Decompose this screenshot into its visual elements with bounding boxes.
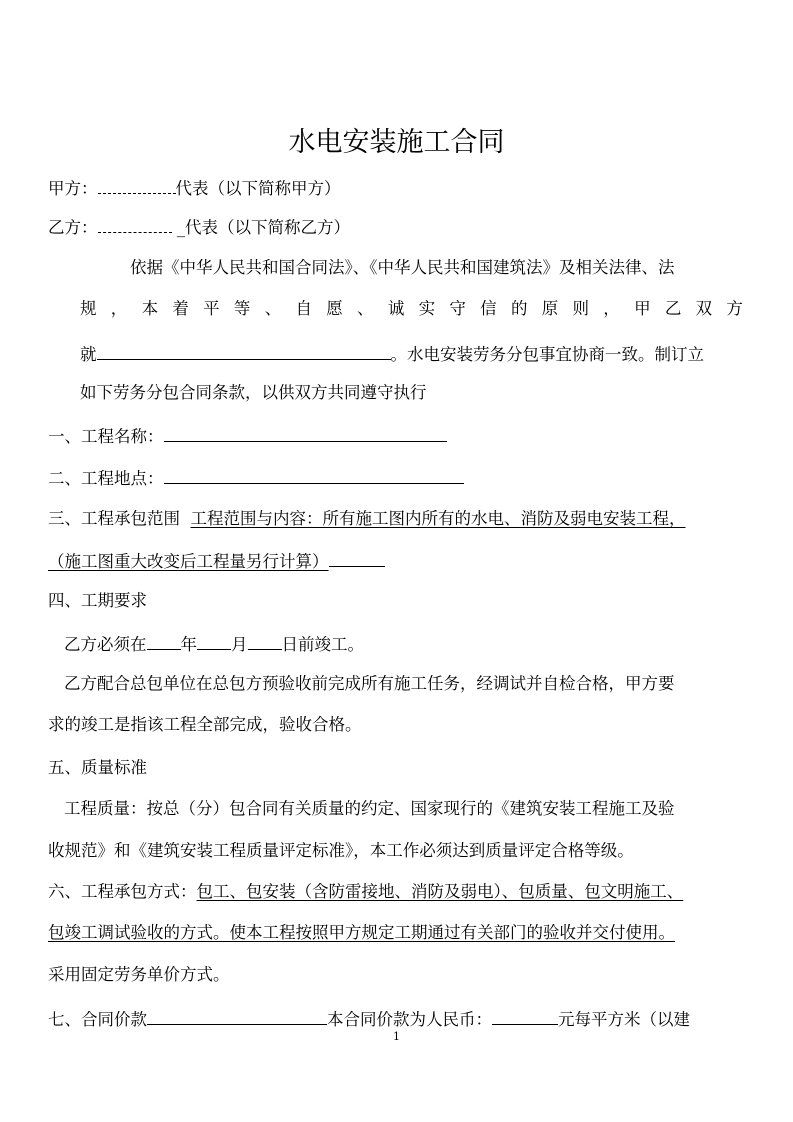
deadline-day-blank [248, 631, 282, 650]
preamble-line-2-char: 、 [357, 299, 374, 318]
party-a-label: 甲方： [48, 179, 98, 198]
preamble-line-2-char: 乙 [664, 299, 682, 318]
contract-price-blank [147, 1006, 327, 1025]
deadline-month-blank [197, 631, 231, 650]
section-3-scope-text: 工程范围与内容：所有施工图内所有的水电、消防及弱电安装工程， [190, 509, 686, 528]
preamble-line-2 [80, 298, 743, 320]
project-name-blank [164, 423, 447, 442]
section-1-line [48, 423, 447, 448]
preamble-line-2-char: 信 [480, 299, 497, 318]
section-5-line-1: 工程质量：按总（分）包合同有关质量的约定、国家现行的《建筑安装工程施工及验 [64, 799, 675, 818]
section-3-scope-note: （施工图重大改变后工程量另行计算） [48, 552, 329, 571]
preamble-line-2-char: 实 [418, 299, 436, 318]
section-7-mid: 本合同价款为人民币： [327, 1010, 492, 1029]
preamble-line-2-char: 、 [264, 299, 282, 318]
preamble-line-2-char: 守 [449, 299, 466, 318]
preamble-subject-blank [97, 341, 391, 360]
section-4-para-line-1: 乙方配合总包单位在总包方预验收前完成所有施工任务，经调试并自检合格，甲方要 [64, 674, 675, 693]
preamble-line-4: 如下劳务分包合同条款，以供双方共同遵守执行 [80, 383, 427, 402]
party-b-label: 乙方： [48, 218, 98, 237]
section-3-label: 三、工程承包范围 [48, 509, 180, 528]
section-7-line [48, 1006, 690, 1031]
deadline-year-label: 年 [180, 635, 197, 654]
unit-price-blank [492, 1006, 558, 1025]
section-4-heading: 四、工期要求 [48, 591, 147, 610]
preamble-line-2-char: 甲 [634, 299, 651, 318]
preamble-line-2-char: 规 [80, 299, 97, 318]
deadline-day-label: 日前竣工。 [281, 635, 364, 654]
preamble-line-2-char: 着 [172, 299, 189, 318]
section-6-label: 六、工程承包方式： [48, 882, 197, 901]
section-1-label: 一、工程名称： [48, 427, 164, 446]
preamble-line-2-char: 自 [295, 299, 312, 318]
preamble-line-2-char: 等 [233, 299, 251, 318]
section-3-line-2 [48, 548, 385, 573]
section-3-trailing-blank [329, 548, 385, 567]
section-4-para-line-2: 求的竣工是指该工程全部完成，验收合格。 [48, 715, 362, 734]
party-a-blank [98, 175, 176, 194]
section-3-line-1 [48, 508, 686, 530]
page-title: 水电安装施工合同 [288, 127, 505, 158]
party-a-suffix: 代表（以下简称甲方） [175, 179, 341, 198]
preamble-line-2-char: 诚 [387, 299, 405, 318]
preamble-line-3-suffix: 。水电安装劳务分包事宜协商一致。制订立 [390, 345, 704, 364]
section-6-method-text: 包工、包安装（含防雷接地、消防及弱电）、包质量、包文明施工、 [196, 882, 684, 901]
section-6-method-text-2: 包竣工调试验收的方式。使本工程按照甲方规定工期通过有关部门的验收并交付使用。 [48, 923, 675, 942]
section-6-line-2 [48, 922, 675, 944]
page-number: 1 [393, 1030, 400, 1043]
preamble-line-2-char: 的 [510, 299, 528, 318]
section-6-line-3: 采用固定劳务单价方式。 [48, 965, 230, 984]
preamble-line-2-char: 则 [572, 299, 589, 318]
preamble-line-1: 依据《中华人民共和国合同法》、《中华人民共和国建筑法》及相关法律、法 [130, 258, 675, 277]
section-7-tail: 元每平方米（以建 [558, 1010, 690, 1029]
section-4-deadline-line [64, 631, 364, 656]
preamble-line-3-prefix: 就 [80, 345, 97, 364]
project-location-blank [164, 465, 464, 484]
preamble-line-3 [80, 341, 704, 366]
party-b-suffix: _代表（以下简称乙方） [176, 218, 350, 237]
preamble-line-2-char: 方 [726, 299, 743, 318]
section-2-label: 二、工程地点： [48, 469, 164, 488]
party-a-line [48, 175, 341, 200]
preamble-line-2-char: 双 [695, 299, 713, 318]
preamble-line-2-char: 本 [141, 299, 159, 318]
section-2-line [48, 465, 464, 490]
party-b-blank [98, 214, 172, 233]
section-7-label: 七、合同价款 [48, 1010, 147, 1029]
section-5-line-2: 收规范》和《建筑安装工程质量评定标准》，本工作必须达到质量评定合格等级。 [48, 841, 634, 860]
section-6-line-1 [48, 881, 683, 903]
party-b-line [48, 214, 350, 239]
section-5-heading: 五、质量标准 [48, 758, 147, 777]
preamble-line-2-char: 平 [203, 299, 220, 318]
preamble-line-2-char: ， [603, 299, 620, 318]
preamble-line-2-char: ， [110, 299, 128, 318]
deadline-prefix: 乙方必须在 [64, 635, 147, 654]
deadline-year-blank [147, 631, 181, 650]
preamble-line-2-char: 原 [541, 299, 559, 318]
preamble-line-2-char: 愿 [326, 299, 343, 318]
deadline-month-label: 月 [231, 635, 248, 654]
